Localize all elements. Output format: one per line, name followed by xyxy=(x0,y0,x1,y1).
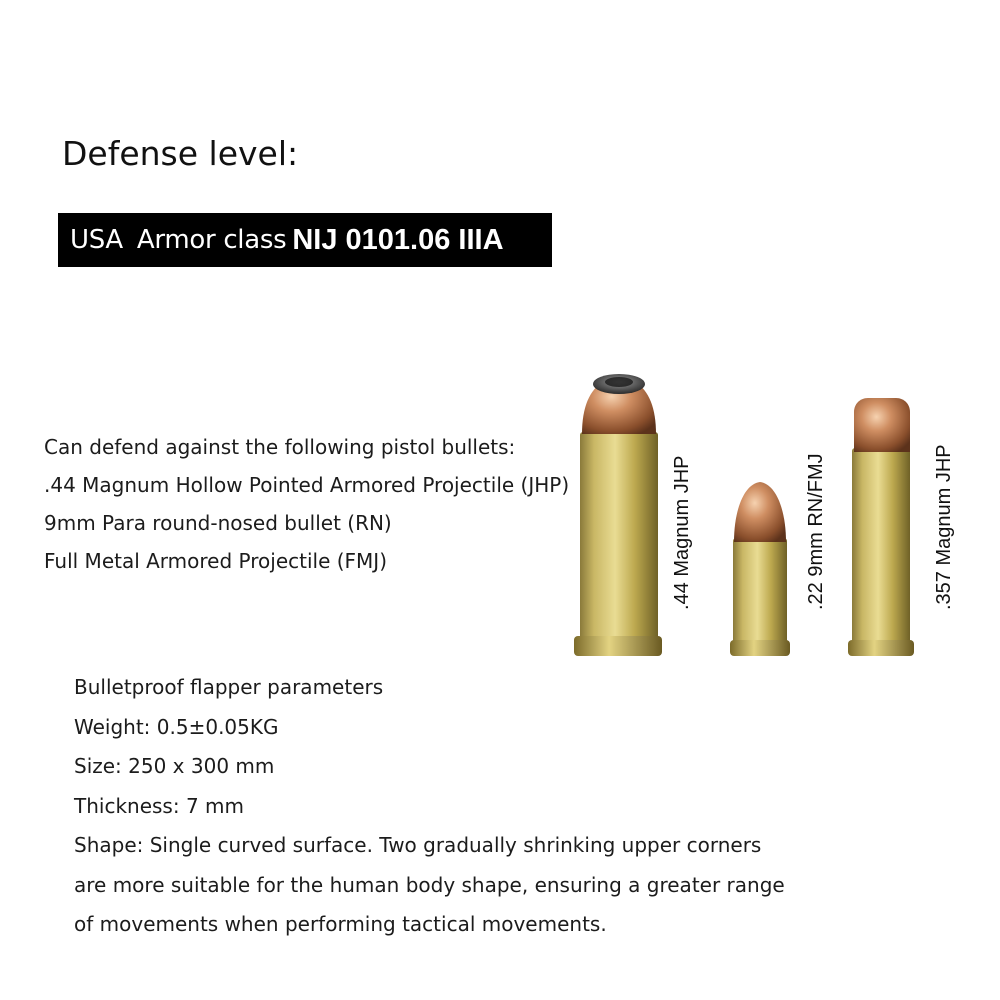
parameter-size: Size: 250 x 300 mm xyxy=(74,754,275,778)
armor-class-country: USA xyxy=(70,225,123,255)
parameter-shape-line: are more suitable for the human body shape, ensuring a greater range xyxy=(74,872,785,897)
defense-bullet-list xyxy=(44,428,569,580)
bullet-label-357: .357 Magnum JHP xyxy=(933,444,955,610)
armor-class-standard: NIJ 0101.06 IIIA xyxy=(292,223,504,256)
bullet-label-9mm: .22 9mm RN/FMJ xyxy=(805,453,827,610)
defense-intro: Can defend against the following pistol bullets: xyxy=(44,435,516,459)
armor-class-label: Armor class xyxy=(136,225,287,255)
parameters-section xyxy=(74,668,785,945)
defense-item: 9mm Para round-nosed bullet (RN) xyxy=(44,511,392,535)
parameter-weight: Weight: 0.5±0.05KG xyxy=(74,714,279,739)
parameters-title: Bulletproof flapper parameters xyxy=(74,675,384,699)
bullet-357-magnum xyxy=(848,398,914,656)
bullet-comparison-image xyxy=(560,360,980,670)
bullet-label-44: .44 Magnum JHP xyxy=(671,455,693,610)
defense-item: .44 Magnum Hollow Pointed Armored Projectile (JHP) xyxy=(44,473,570,497)
defense-level-heading: Defense level: xyxy=(62,134,299,173)
parameter-thickness: Thickness: 7 mm xyxy=(74,793,244,818)
parameter-shape-line: Shape: Single curved surface. Two gradually shrinking upper corners xyxy=(74,833,762,857)
defense-item: Full Metal Armored Projectile (FMJ) xyxy=(44,549,388,573)
armor-class-banner xyxy=(58,213,552,267)
parameter-shape-line: of movements when performing tactical movements. xyxy=(74,912,607,936)
bullet-44-magnum xyxy=(574,374,662,656)
bullet-9mm-rn-fmj xyxy=(730,482,790,656)
